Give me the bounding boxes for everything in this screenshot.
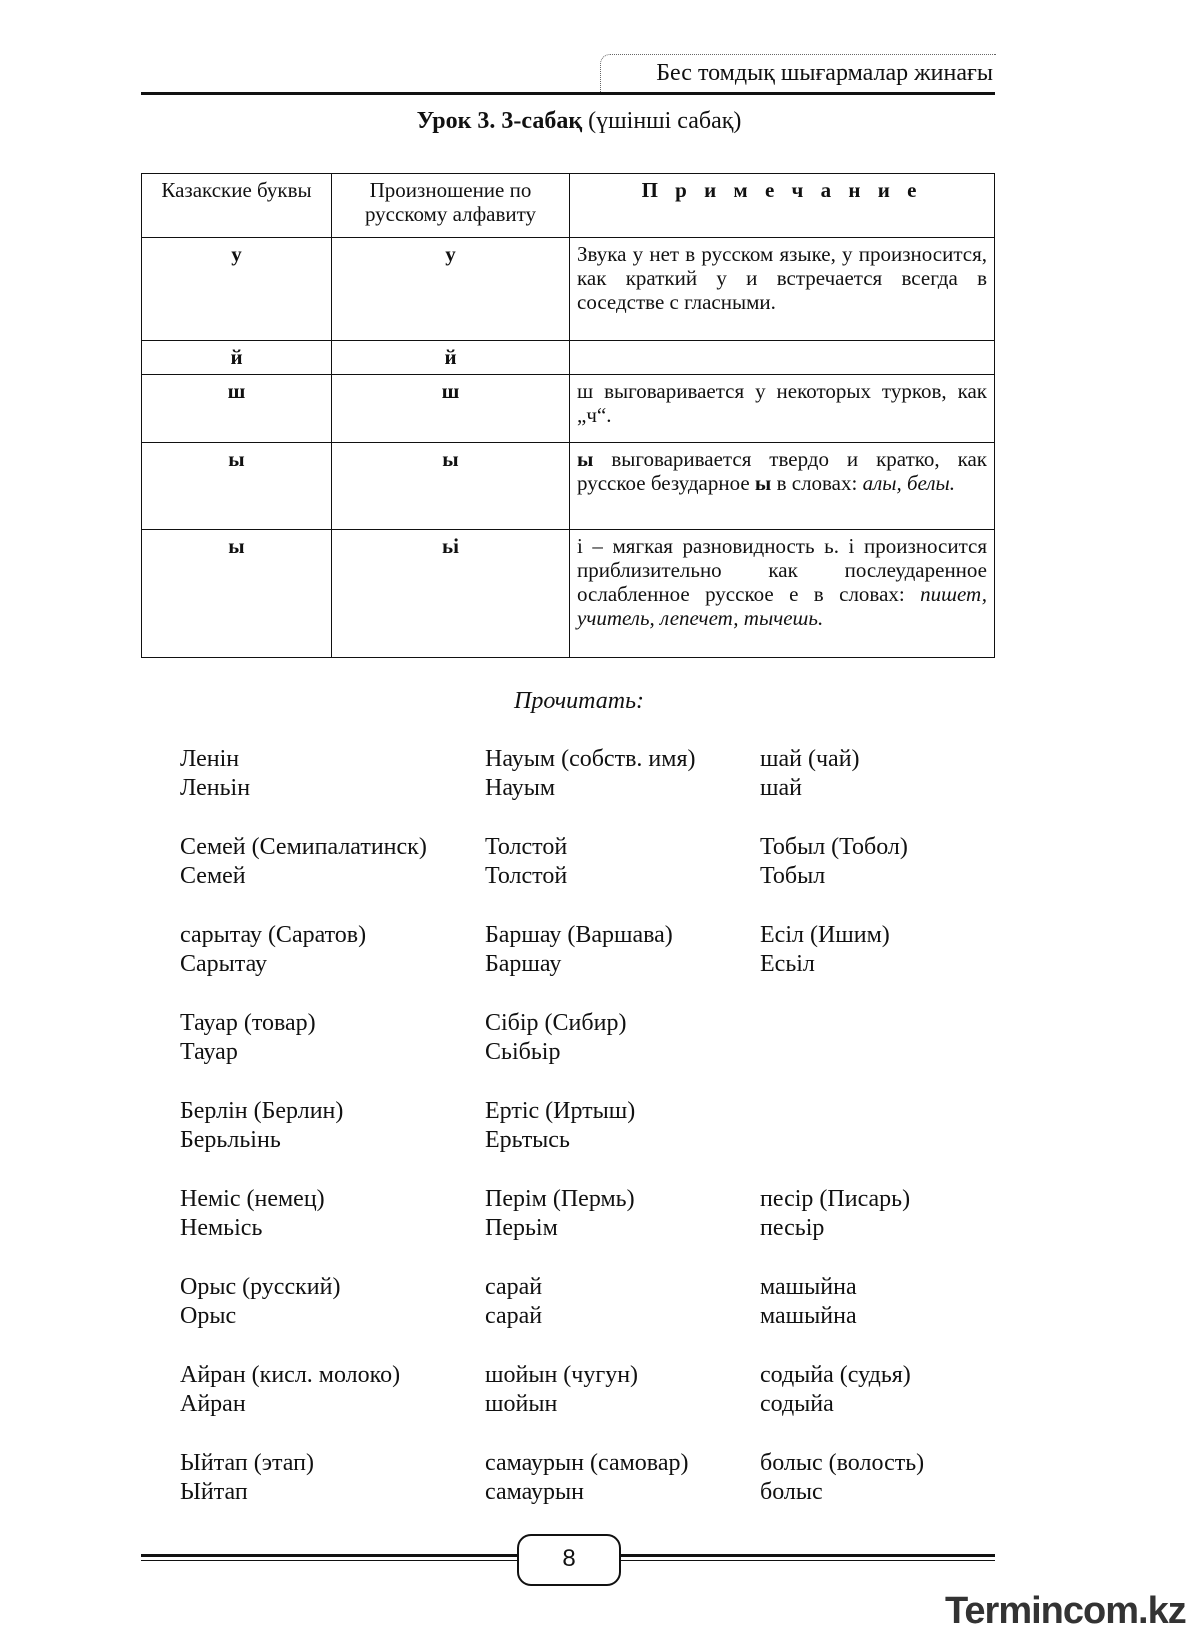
word-transcription: содыйа [760,1391,834,1417]
word-kazakh: болыс (волость) [760,1450,925,1476]
word-kazakh: машыйна [760,1274,857,1300]
word-kazakh: шай (чай) [760,746,860,772]
word-transcription: Тауар [180,1039,238,1065]
word-pair [760,1273,857,1331]
word-kazakh: Ыйтап (этап) [180,1450,314,1476]
word-pair [180,1097,343,1155]
word-kazakh: песір (Писарь) [760,1186,911,1212]
word-pair [760,745,860,803]
word-pair [180,1449,314,1507]
word-pair [180,1185,325,1243]
note-example-words: алы, белы. [862,471,955,495]
word-kazakh: сарытау (Саратов) [180,922,367,948]
word-kazakh: самаурын (самовар) [485,1450,689,1476]
word-pair [180,833,427,891]
table-row [142,238,995,341]
word-kazakh: Науым (собств. имя) [485,746,696,772]
lesson-title-bold: Урок 3. 3-сабақ [416,108,583,134]
page-number-box [517,1534,621,1586]
word-transcription: Тобыл [760,863,826,889]
word-transcription: Есьіл [760,951,815,977]
word-pair [485,1449,688,1507]
running-header: Бес томдық шығармалар жинағы [656,60,993,86]
russian-letter: ьі [332,530,570,658]
note-span: выговаривается твердо и кратко, как русское безударное [577,447,987,495]
word-transcription: Берьльінь [180,1127,281,1153]
word-transcription: болыс [760,1479,823,1505]
word-kazakh: Тауар (товар) [180,1010,316,1036]
note-bold-letter: ы [754,471,772,495]
alphabet-table [141,173,995,658]
word-pair [485,1361,638,1419]
word-kazakh: Ертіс (Иртыш) [485,1098,636,1124]
russian-letter: ш [332,375,570,443]
word-transcription: шай [760,775,802,801]
table-header-row [142,174,995,238]
note-text: ш выговаривается у некоторых турков, как „ч“. [570,375,995,443]
read-heading: Прочитать: [513,688,645,714]
word-kazakh: Неміс (немец) [180,1186,325,1212]
note-span: в словах: [771,471,863,495]
russian-letter: у [332,238,570,341]
russian-letter: ы [332,443,570,530]
kazakh-letter: ы [142,443,332,530]
word-pair [485,1009,626,1067]
word-pair [485,921,673,979]
word-transcription: Сарытау [180,951,267,977]
word-pair [485,833,567,891]
table-row [142,443,995,530]
header-rule [141,92,995,95]
word-kazakh: Сібір (Сибир) [485,1010,627,1036]
word-transcription: Науым [485,775,556,801]
word-transcription: Леньін [180,775,251,801]
word-transcription: Семей [180,863,246,889]
kazakh-letter: у [142,238,332,341]
word-transcription: Ерьтысь [485,1127,570,1153]
word-transcription: шойын [485,1391,558,1417]
word-transcription: Айран [180,1391,246,1417]
word-kazakh: Айран (кисл. молоко) [180,1362,401,1388]
note-text [570,443,995,530]
word-kazakh: Орыс (русский) [180,1274,341,1300]
word-kazakh: сарай [485,1274,543,1300]
word-kazakh: Семей (Семипалатинск) [180,834,427,860]
word-transcription: сарай [485,1303,543,1329]
word-pair [180,1361,400,1419]
word-pair [760,1361,911,1419]
word-kazakh: содыйа (судья) [760,1362,911,1388]
header-cell-kazakh: Казакские буквы [142,174,332,238]
watermark-logo: Termincom.kz [945,1590,1186,1632]
kazakh-letter: ш [142,375,332,443]
note-span: і – мягкая разновидность ь. і произносится приблизительно как послеударенное ослабленное русское е в словах: [577,534,987,606]
lesson-title-rest: (үшінші сабақ) [582,108,742,134]
kazakh-letter: й [142,341,332,375]
word-transcription: Орыс [180,1303,237,1329]
kazakh-letter: ы [142,530,332,658]
word-pair [180,1009,316,1067]
word-pair [180,745,250,803]
table-row [142,341,995,375]
header-cell-note: П р и м е ч а н и е [570,174,995,238]
word-pair [485,1185,635,1243]
word-pair [760,1185,910,1243]
word-transcription: Толстой [485,863,568,889]
word-transcription: Перьім [485,1215,558,1241]
word-transcription: Ыйтап [180,1479,248,1505]
word-pair [180,921,366,979]
word-transcription: машыйна [760,1303,857,1329]
note-example-words: пишет, учитель, лепечет, тычешь. [577,582,987,630]
word-kazakh: Берлін (Берлин) [180,1098,344,1124]
table-row [142,375,995,443]
word-kazakh: Перім (Пермь) [485,1186,635,1212]
word-transcription: Баршау [485,951,562,977]
page-number: 8 [562,1545,576,1572]
word-pair [485,1097,635,1155]
note-bold-letter: ы [577,447,594,471]
word-kazakh: Есіл (Ишим) [760,922,890,948]
table-row [142,530,995,658]
lesson-title [0,108,1158,135]
word-transcription: самаурын [485,1479,585,1505]
russian-letter: й [332,341,570,375]
word-pair [485,745,695,803]
word-transcription: Немьісь [180,1215,263,1241]
word-kazakh: Тобыл (Тобол) [760,834,908,860]
word-pair [180,1273,340,1331]
word-kazakh: шойын (чугун) [485,1362,639,1388]
word-transcription: Сьібьір [485,1039,561,1065]
word-pair [760,921,890,979]
word-kazakh: Баршау (Варшава) [485,922,673,948]
note-text [570,341,995,375]
header-cell-pronunciation: Произношение по русскому алфавиту [332,174,570,238]
word-pair [760,833,908,891]
note-text [570,530,995,658]
word-pair [760,1449,924,1507]
word-pair [485,1273,542,1331]
word-kazakh: Толстой [485,834,568,860]
note-text: Звука у нет в русском языке, у произносится, как краткий у и встречается всегда в соседстве с гласными. [570,238,995,341]
word-transcription: песьір [760,1215,825,1241]
word-kazakh: Ленін [180,746,240,772]
